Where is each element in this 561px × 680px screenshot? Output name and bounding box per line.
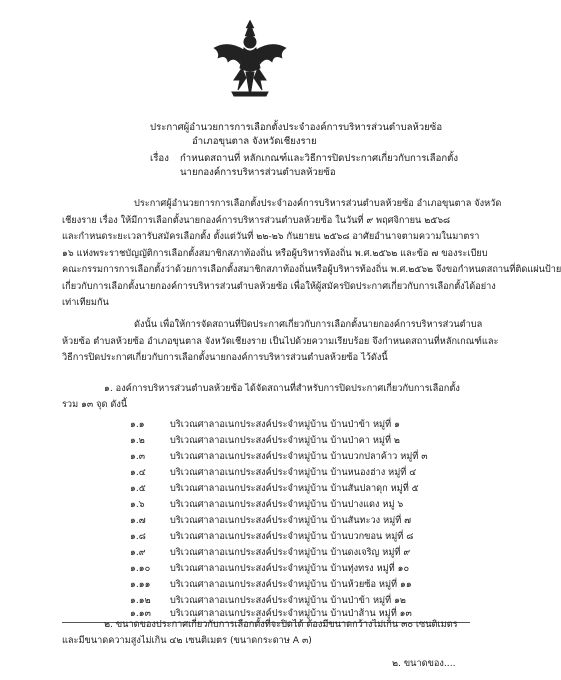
paragraph-2-line: ดังนั้น เพื่อให้การจัดสถานที่ปิดประกาศเกี่ยวกับการเลือกตั้งนายกองค์การบริหารส่วนตำบล: [134, 319, 483, 330]
location-item: [130, 530, 413, 543]
location-number: ๑.๒: [130, 435, 145, 446]
paragraph-1-line: เชียงราย เรื่อง ให้มีการเลือกตั้งนายกองค์การบริหารส่วนตำบลห้วยซ้อ ในวันที่ ๙ พฤศจิกายน ๒๕๖๘: [62, 214, 451, 226]
subject-line-1: กำหนดสถานที่ หลักเกณฑ์และวิธีการปิดประกาศเกี่ยวกับการเลือกตั้ง: [180, 153, 459, 164]
location-text: บริเวณศาลาอเนกประสงค์ประจำหมู่บ้าน บ้านปางแดง หมู่ ๖: [170, 499, 404, 510]
location-text: บริเวณศาลาอเนกประสงค์ประจำหมู่บ้าน บ้านสันทะวง หมู่ที่ ๗: [170, 515, 412, 526]
item-2-line-1: ๒. ขนาดของประกาศเกี่ยวกับการเลือกตั้งที่จะปิดได้ ต้องมีขนาดกว้างไม่เกิน ๓๐ เซนติเมตร: [104, 619, 458, 630]
location-number: ๑.๖: [130, 499, 145, 510]
location-item: [130, 418, 400, 431]
location-number: ๑.๑๓: [130, 608, 151, 619]
item-1-line-1: ๑. องค์การบริหารส่วนตำบลห้วยซ้อ ได้จัดสถานที่สำหรับการปิดประกาศเกี่ยวกับการเลือกตั้ง: [104, 383, 460, 394]
location-text: บริเวณศาลาอเนกประสงค์ประจำหมู่บ้าน บ้านบวกปลาค้าว หมู่ที่ ๓: [170, 451, 428, 462]
location-item: [130, 466, 416, 479]
paragraph-1-line: และกำหนดระยะเวลารับสมัครเลือกตั้ง ตั้งแต่วันที่ ๒๒-๒๖ กันยายน ๒๕๖๘ อาศัยอำนาจตามความในมาตรา: [62, 231, 480, 242]
paragraph-2-line: วิธีการปิดประกาศเกี่ยวกับการเลือกตั้งนายกองค์การบริหารส่วนตำบลห้วยซ้อ ไว้ดังนี้: [62, 352, 388, 363]
location-number: ๑.๑๒: [130, 595, 151, 606]
location-item: [130, 434, 400, 447]
item-2-line-2: และมีขนาดความสูงไม่เกิน ๔๒ เซนติเมตร (ขนาดกระดาษ A ๓): [62, 635, 312, 646]
location-item: [130, 546, 410, 559]
continuation-note: ๒. ขนาดของ....: [392, 658, 456, 669]
location-text: บริเวณศาลาอเนกประสงค์ประจำหมู่บ้าน บ้านห้วยซ้อ หมู่ที่ ๑๑: [170, 579, 412, 590]
location-item: [130, 514, 411, 527]
subject-line-2: นายกองค์การบริหารส่วนตำบลห้วยซ้อ: [180, 167, 336, 178]
paragraph-2: [62, 317, 499, 367]
location-text: บริเวณศาลาอเนกประสงค์ประจำหมู่บ้าน บ้านป่าข้า หมู่ที่ ๑๒: [170, 595, 406, 606]
paragraph-1-line: คณะกรรมการการเลือกตั้งว่าด้วยการเลือกตั้งสมาชิกสภาท้องถิ่นหรือผู้บริหารท้องถิ่น พ.ศ.๒๕๖๒ จึงขอกำหนดสถานที่ติดแผ่นป้าย: [62, 264, 561, 275]
paragraph-1-line: ประกาศผู้อำนวยการการเลือกตั้งประจำองค์การบริหารส่วนตำบลห้วยซ้อ อำเภอขุนตาล จังหวัด: [134, 198, 502, 209]
location-number: ๑.๗: [130, 515, 146, 526]
location-text: บริเวณศาลาอเนกประสงค์ประจำหมู่บ้าน บ้านดงเจริญ หมู่ที่ ๙: [170, 547, 411, 558]
subject-label: เรื่อง: [150, 153, 169, 164]
location-text: บริเวณศาลาอเนกประสงค์ประจำหมู่บ้าน บ้านป่าข้า หมู่ที่ ๑: [170, 419, 400, 430]
location-item: [130, 594, 406, 607]
location-text: บริเวณศาลาอเนกประสงค์ประจำหมู่บ้าน บ้านป่าคา หมู่ที่ ๒: [170, 435, 400, 446]
item-1-line-2: รวม ๑๓ จุด ดังนี้: [62, 399, 128, 410]
location-item: [130, 482, 419, 495]
paragraph-1: [62, 196, 561, 312]
location-number: ๑.๕: [130, 483, 146, 494]
garuda-emblem-icon: [210, 18, 290, 100]
district-province: อำเภอขุนตาล จังหวัดเชียงราย: [192, 136, 317, 147]
paragraph-1-line: ๑๖ แห่งพระราชบัญญัติการเลือกตั้งสมาชิกสภาท้องถิ่น หรือผู้บริหารท้องถิ่น พ.ศ.๒๕๖๒ และข้อ ๗ ของระเบียบ: [62, 247, 488, 259]
location-number: ๑.๑: [130, 419, 145, 430]
location-number: ๑.๔: [130, 467, 146, 478]
location-text: บริเวณศาลาอเนกประสงค์ประจำหมู่บ้าน บ้านป่าส้าน หมู่ที่ ๑๓: [170, 608, 412, 619]
location-text: บริเวณศาลาอเนกประสงค์ประจำหมู่บ้าน บ้านบวกขอน หมู่ที่ ๘: [170, 531, 414, 542]
location-text: บริเวณศาลาอเนกประสงค์ประจำหมู่บ้าน บ้านทุ่งทรง หมู่ที่ ๑๐: [170, 563, 410, 574]
location-number: ๑.๑๑: [130, 579, 151, 590]
location-item: [130, 562, 409, 575]
location-number: ๑.๙: [130, 547, 146, 558]
paragraph-1-line: เกี่ยวกับการเลือกตั้งนายกองค์การบริหารส่วนตำบลห้วยซ้อ เพื่อให้ผู้สมัครปิดประกาศเกี่ยวกับการเลือกตั้งได้อย่าง: [62, 280, 496, 292]
announcement-title: ประกาศผู้อำนวยการการเลือกตั้งประจำองค์การบริหารส่วนตำบลห้วยซ้อ: [150, 122, 443, 133]
location-item: [130, 498, 403, 511]
location-item: [130, 450, 428, 463]
paragraph-1-line: เท่าเทียมกัน: [62, 297, 109, 308]
location-number: ๑.๑๐: [130, 563, 151, 574]
location-number: ๑.๓: [130, 451, 146, 462]
location-number: ๑.๘: [130, 531, 146, 542]
location-text: บริเวณศาลาอเนกประสงค์ประจำหมู่บ้าน บ้านหนองฮ่าง หมู่ที่ ๔: [170, 467, 417, 478]
paragraph-2-line: ห้วยซ้อ ตำบลห้วยซ้อ อำเภอขุนตาล จังหวัดเชียงราย เป็นไปด้วยความเรียบร้อย จึงกำหนดสถานที่หลักเกณฑ์และ: [62, 335, 499, 347]
location-text: บริเวณศาลาอเนกประสงค์ประจำหมู่บ้าน บ้านสันปลาดุก หมู่ที่ ๕: [170, 483, 419, 494]
location-item: [130, 578, 412, 591]
